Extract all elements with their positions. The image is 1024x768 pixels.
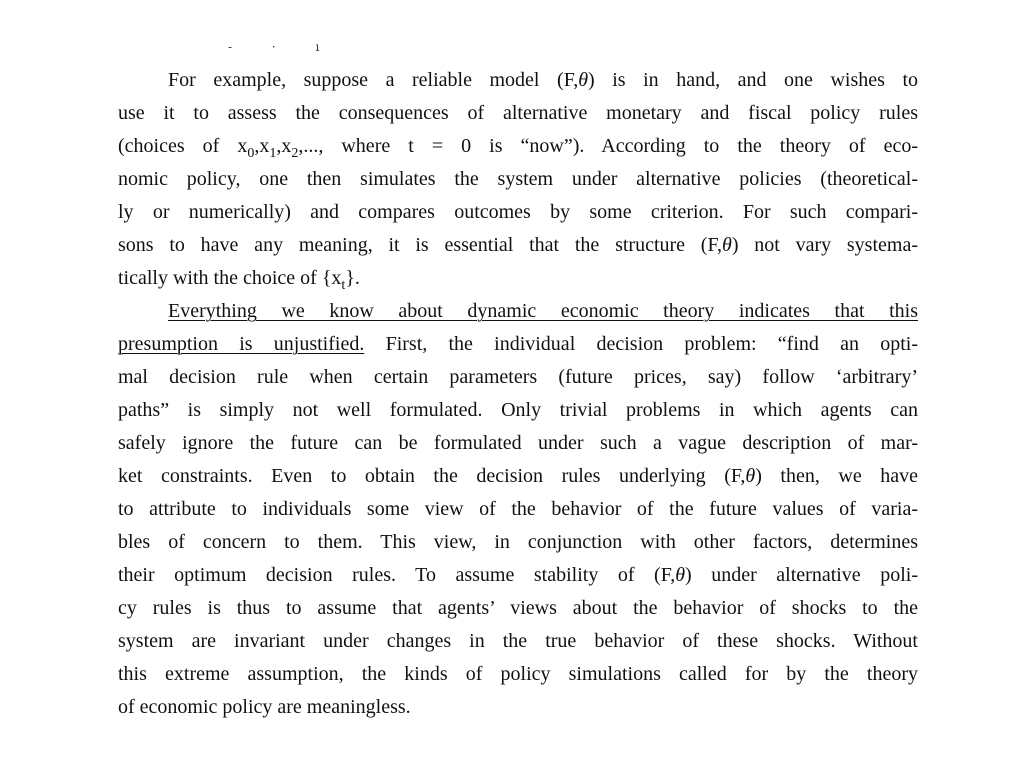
p1-line-7-a: tically with the choice of {x (118, 267, 342, 289)
p2-line-11: system are invariant under changes in the true behavior of these shocks. Without (118, 630, 918, 652)
p2-line-5: safely ignore the future can be formulated under such a vague description of mar- (118, 432, 918, 454)
cropped-top-line: - · ı (228, 40, 338, 54)
p2-line-10: cy rules is thus to assume that agents’ views about the behavior of shocks to the (118, 597, 918, 619)
p1-line-6-b: ) not vary systema- (731, 234, 918, 256)
theta-symbol: θ (722, 234, 732, 256)
p2-line-7: to attribute to individuals some view of the behavior of the future values of varia- (118, 498, 918, 520)
p2-line-1 (118, 295, 918, 328)
p2-line-9-a: their optimum decision rules. To assume stability of (F, (118, 564, 676, 586)
theta-symbol: θ (578, 69, 589, 91)
p1-line-7 (118, 262, 918, 295)
p2-line-3: mal decision rule when certain parameters (future prices, say) follow ‘arbitrary’ (118, 366, 918, 388)
p2-line-12: this extreme assumption, the kinds of policy simulations called for by the theory (118, 663, 918, 685)
p2-line-13: of economic policy are meaningless. (118, 696, 411, 718)
p1-line-3-a: (choices of x (118, 135, 248, 157)
theta-symbol: θ (675, 564, 686, 586)
p1-line-1-a: For example, suppose a reliable model (F, (168, 69, 579, 91)
p2-line-9 (118, 559, 918, 592)
underlined-claim-part-2: presumption is unjustified. (118, 333, 365, 355)
body-text (118, 64, 918, 724)
p2-line-4: paths” is simply not well formulated. Only trivial problems in which agents can (118, 399, 918, 421)
theta-symbol: θ (745, 465, 756, 487)
subscript-1: 1 (269, 146, 277, 161)
underlined-claim-part-1: Everything we know about dynamic economic theory indicates that this (168, 300, 918, 322)
p1-line-3-b: ,x (254, 135, 270, 157)
p1-line-3 (118, 130, 918, 163)
p1-line-2: use it to assess the consequences of alternative monetary and fiscal policy rules (118, 102, 918, 124)
p1-line-6-a: sons to have any meaning, it is essential that the structure (F, (118, 234, 722, 256)
p2-line-9-b: ) under alternative poli- (685, 564, 918, 586)
subscript-2: 2 (291, 146, 299, 161)
p1-line-1 (118, 64, 918, 97)
subscript-t: t (341, 278, 346, 293)
p2-line-6 (118, 460, 918, 493)
p1-line-4: nomic policy, one then simulates the system under alternative policies (theoretical- (118, 168, 918, 190)
subscript-0: 0 (247, 146, 255, 161)
p1-line-5: ly or numerically) and compares outcomes by some criterion. For such compari- (118, 201, 918, 223)
p1-line-7-b: }. (345, 267, 360, 289)
p1-line-6 (118, 229, 918, 262)
p1-line-1-b: ) is in hand, and one wishes to (588, 69, 919, 91)
p2-line-6-a: ket constraints. Even to obtain the decision rules underlying (F, (118, 465, 746, 487)
p1-line-3-d: ,..., where t = 0 is “now”). According to the theory of eco- (298, 135, 918, 157)
p1-line-3-c: ,x (276, 135, 292, 157)
p2-line-2 (118, 328, 918, 361)
p2-line-8: bles of concern to them. This view, in conjunction with other factors, determines (118, 531, 918, 553)
p2-line-2-rest: First, the individual decision problem: “find an opti- (364, 333, 918, 355)
p2-line-6-b: ) then, we have (755, 465, 918, 487)
